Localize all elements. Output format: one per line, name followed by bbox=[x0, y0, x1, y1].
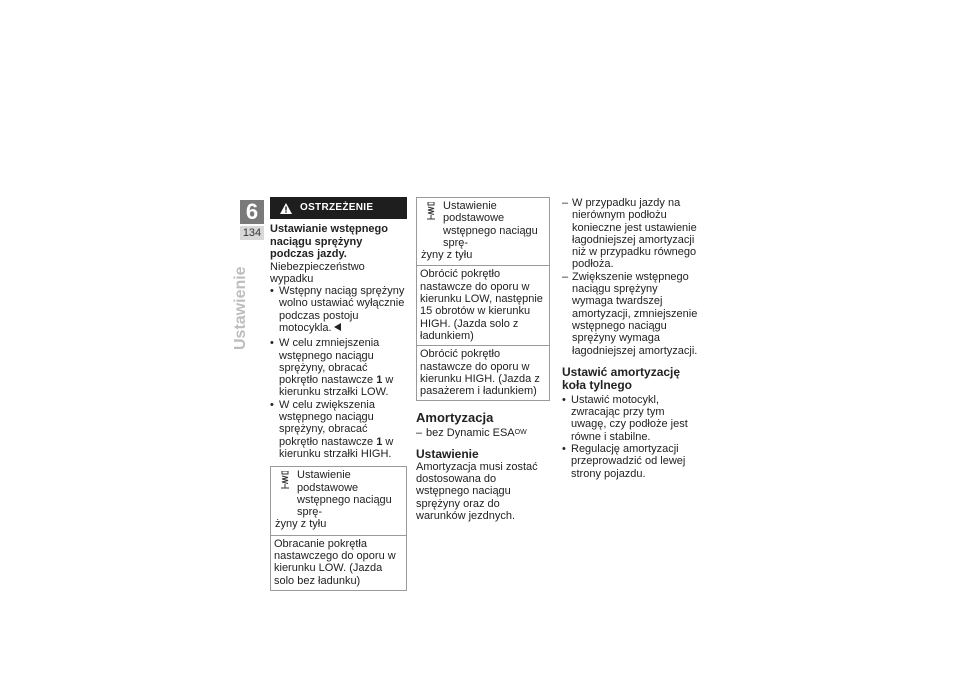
warning-banner bbox=[270, 197, 407, 219]
list-item-text: w kierunku strzałki LOW. bbox=[279, 374, 394, 399]
end-of-warning-icon bbox=[334, 323, 341, 331]
setting-table bbox=[270, 466, 407, 591]
list-item bbox=[270, 285, 407, 334]
bullet-list-2 bbox=[270, 337, 407, 460]
setting-table-header bbox=[271, 467, 406, 535]
list-item: • Regulację amortyzacji przeprowadzić od lewej strony pojazdu. bbox=[562, 443, 699, 480]
setting-table-row: Obrócić pokrętło nastawcze do oporu w kierunku LOW, następnie 15 obrotów w kierunku HIGH. (Jazda solo z ładunkiem) bbox=[420, 268, 543, 342]
setting-table-title-cont: żyny z tyłu bbox=[421, 249, 473, 262]
subsection-heading: Ustawienie bbox=[416, 446, 479, 461]
list-item-text: Wstępny naciąg sprężyny wolno ustawiać wyłącznie podczas postoju motocykla. bbox=[279, 285, 405, 334]
setting-table-row: Obrócić pokrętło nastawcze do oporu w kierunku HIGH. (Jazda z pasażerem i ładunkiem) bbox=[417, 345, 549, 400]
chapter-title: Ustawienie bbox=[232, 266, 249, 350]
section-heading: Ustawić amortyzację koła tylnego bbox=[562, 364, 681, 392]
setting-table bbox=[416, 197, 550, 401]
list-item-text: w kierunku strzałki HIGH. bbox=[279, 435, 394, 460]
list-item bbox=[270, 337, 407, 398]
list-item: – W przypadku jazdy na nierównym podłożu konieczne jest ustawienie łagodniejszej amortyzacji niż w przypadku równego podłoża. bbox=[562, 197, 699, 271]
setting-table-header bbox=[417, 198, 549, 266]
list-item-text: W celu zwiększenia wstępnego naciągu sprężyny, obracać pokrętło nastawcze bbox=[279, 398, 375, 448]
chapter-number: 6 bbox=[240, 200, 264, 224]
setting-table-title: Ustawienie podstawowe wstępnego naciągu sprę- bbox=[297, 469, 392, 519]
page-number: 134 bbox=[240, 226, 264, 240]
list-item-text: W celu zmniejszenia wstępnego naciągu sprężyny, obracać pokrętło nastawcze bbox=[279, 337, 380, 387]
column-1 bbox=[270, 197, 407, 591]
warning-triangle-icon bbox=[280, 203, 292, 214]
dash-list bbox=[562, 197, 699, 357]
dash-list bbox=[416, 427, 550, 439]
spring-adjuster-icon bbox=[425, 202, 437, 220]
spring-adjuster-icon bbox=[279, 471, 291, 489]
warning-heading: Ustawianie wstępnego naciągu sprężyny podczas jazdy. bbox=[270, 223, 388, 260]
list-item-text: bez Dynamic ESA bbox=[426, 427, 515, 440]
list-item bbox=[416, 427, 550, 439]
setting-table-title: Ustawienie podstawowe wstępnego naciągu sprę- bbox=[443, 200, 538, 249]
list-item bbox=[270, 399, 407, 460]
paragraph: Amortyzacja musi zostać dostosowana do wstępnego naciągu sprężyny oraz do warunków jezdnych. bbox=[416, 460, 538, 522]
bullet-list bbox=[562, 394, 699, 480]
list-item: • Ustawić motocykl, zwracając przy tym uwagę, czy podłoże jest równe i stabilne. bbox=[562, 394, 699, 443]
bullet-list-1 bbox=[270, 285, 407, 334]
column-3 bbox=[562, 197, 699, 480]
reference-number: 1 bbox=[376, 435, 383, 448]
warning-text: Niebezpieczeństwo wypadku bbox=[270, 260, 365, 285]
warning-label: OSTRZEŻENIE bbox=[300, 201, 374, 213]
section-heading: Amortyzacja bbox=[416, 410, 494, 426]
column-2 bbox=[416, 197, 550, 522]
reference-number: 1 bbox=[376, 374, 383, 387]
option-code: OW bbox=[514, 429, 527, 437]
setting-table-row: Obracanie pokrętła nastawczego do oporu w kierunku LOW. (Jazda solo bez ładunku) bbox=[274, 537, 396, 587]
setting-table-title-cont: żyny z tyłu bbox=[275, 518, 327, 531]
list-item: – Zwiększenie wstępnego naciągu sprężyny wymaga twardszej amortyzacji, zmniejszenie wstępnego naciągu sprężyny wymaga łagodniejszej amortyzacji. bbox=[562, 271, 699, 357]
